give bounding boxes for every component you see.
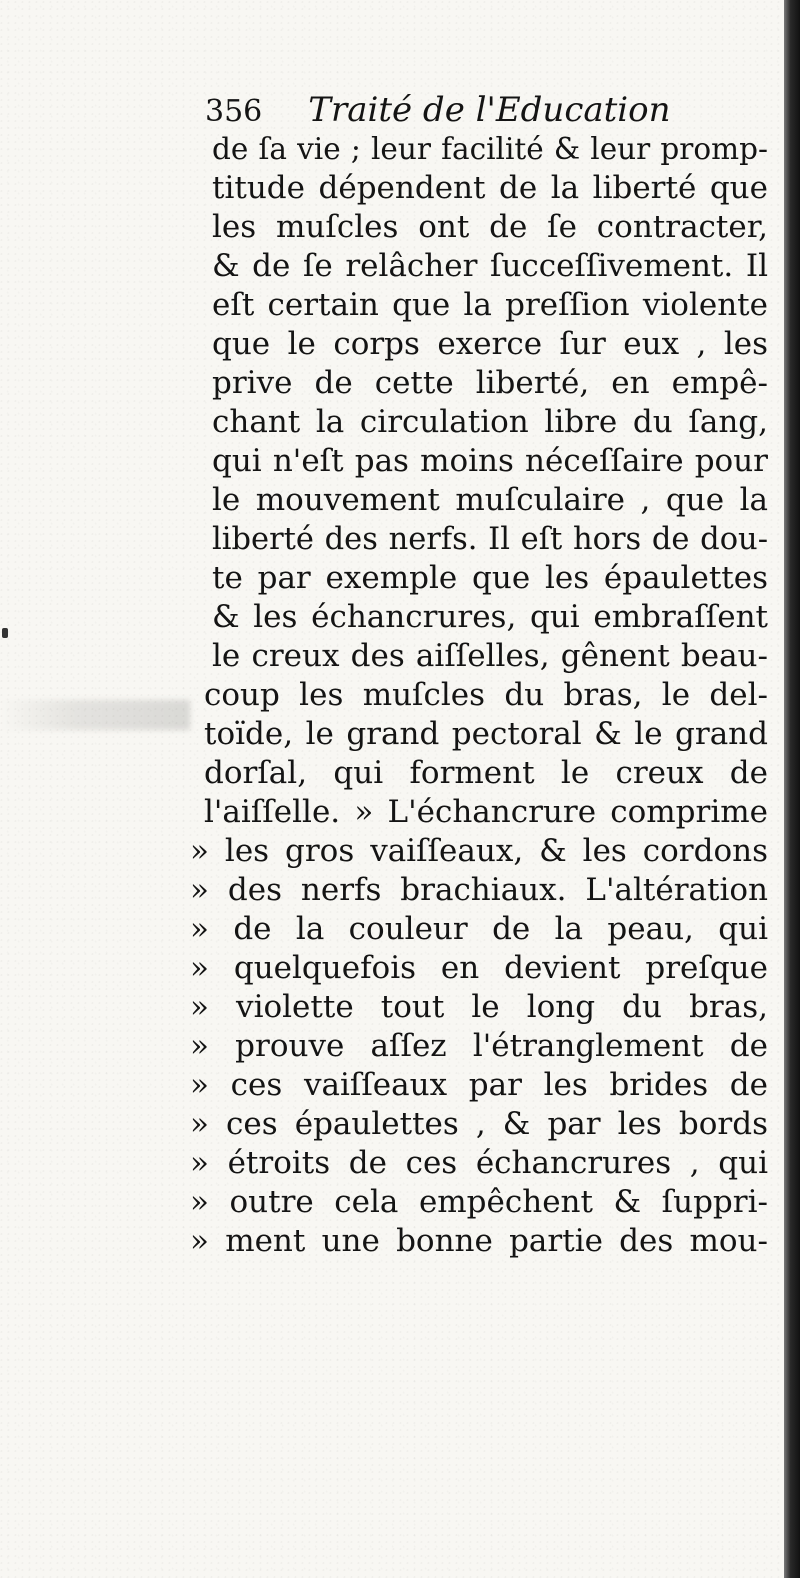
text-line: l'aiſſelle. » L'échancrure comprime (204, 794, 768, 830)
text-line: » les gros vaiſſeaux, & les cordons (190, 833, 768, 869)
text-line: » quelquefois en devient preſque (190, 950, 768, 986)
text-line: » prouve aſſez l'étranglement de (190, 1028, 768, 1064)
text-line: le creux des aiſſelles, gênent beau- (212, 638, 768, 674)
show-through-stain (0, 700, 190, 730)
text-line: » des nerfs brachiaux. L'altération (190, 872, 768, 908)
text-line: » ment une bonne partie des mou- (190, 1223, 768, 1259)
running-title: Traité de l'Education (308, 90, 671, 130)
page-number: 356 (205, 94, 263, 129)
text-line: les muſcles ont de ſe contracter, (212, 209, 768, 245)
text-line: » de la couleur de la peau, qui (190, 911, 768, 947)
text-line: prive de cette liberté, en empê- (212, 365, 768, 401)
text-line: » ces vaiſſeaux par les brides de (190, 1067, 768, 1103)
text-line: que le corps exerce ſur eux , les (212, 326, 768, 362)
binding-edge (784, 0, 800, 1578)
text-line: le mouvement muſculaire , que la (212, 482, 768, 518)
text-line: » violette tout le long du bras, (190, 989, 768, 1025)
text-line: liberté des nerfs. Il eſt hors de dou- (212, 522, 768, 557)
text-line: eſt certain que la preſſion violente (212, 287, 768, 323)
text-line: » outre cela empêchent & ſuppri- (190, 1184, 768, 1220)
ink-speck (2, 628, 8, 638)
text-line: titude dépendent de la liberté que (212, 170, 768, 206)
text-line: dorſal, qui forment le creux de (204, 755, 768, 791)
text-line: & de ſe relâcher ſucceſſivement. Il (212, 248, 768, 284)
text-line: coup les muſcles du bras, le del- (204, 677, 768, 713)
text-line: qui n'eſt pas moins néceſſaire pour (212, 443, 768, 479)
text-line: » ces épaulettes , & par les bords (190, 1106, 768, 1142)
text-line: te par exemple que les épaulettes (212, 560, 768, 596)
text-line: & les échancrures, qui embraſſent (212, 599, 768, 635)
text-line: » étroits de ces échancrures , qui (190, 1145, 768, 1181)
text-line: chant la circulation libre du ſang, (212, 404, 768, 440)
body-text (190, 130, 768, 1261)
text-line: toïde, le grand pectoral & le grand (204, 716, 768, 752)
text-line: de ſa vie ; leur facilité & leur promp- (212, 132, 768, 166)
